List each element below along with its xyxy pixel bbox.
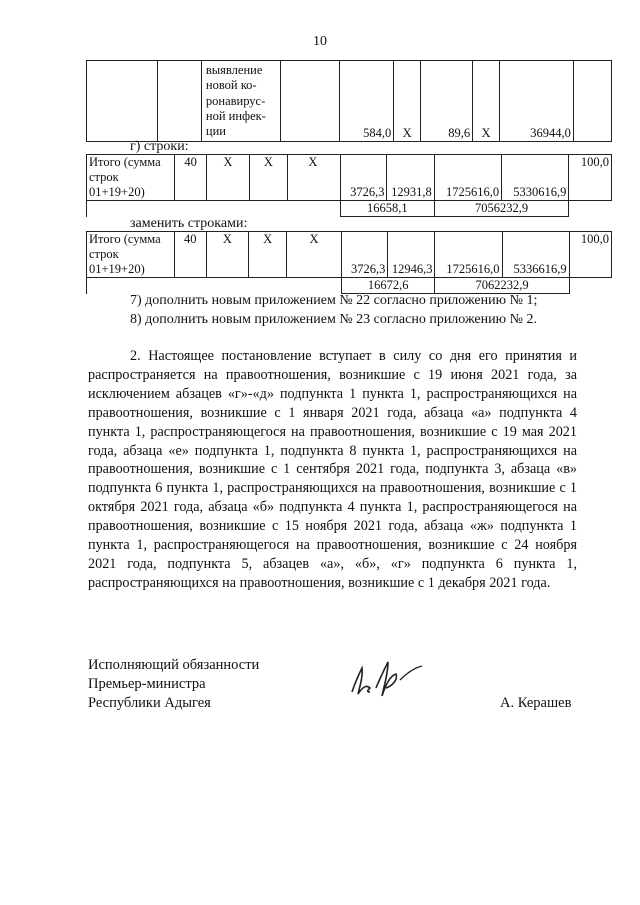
- signatory-line: Республики Адыгея: [88, 695, 211, 711]
- row-name: Итого (сумма строк 01+19+20): [87, 155, 175, 201]
- cell-value: 3726,3: [341, 232, 387, 278]
- row-description: выявление новой ко-ронавирус-ной инфек-ции: [201, 61, 280, 142]
- cell-value: 36944,0: [499, 61, 573, 142]
- row-code: 40: [175, 155, 207, 201]
- cell-value: 5336616,9: [502, 232, 569, 278]
- row-name: Итого (сумма строк 01+19+20): [87, 232, 175, 278]
- sum-cell: 7056232,9: [434, 201, 569, 217]
- signatory-title: [88, 656, 259, 713]
- row-code: 40: [174, 232, 206, 278]
- signatory-line: Исполняющий обязанности: [88, 657, 260, 673]
- page-number: 10: [313, 34, 327, 49]
- cell-value: 1725616,0: [435, 232, 502, 278]
- sum-cell: 16672,6: [341, 278, 435, 294]
- cell-value: 584,0: [339, 61, 393, 142]
- cell-x: X: [288, 155, 341, 201]
- cell-value: 100,0: [569, 232, 611, 278]
- sum-cell: 7062232,9: [435, 278, 569, 294]
- cell-value: 89,6: [420, 61, 472, 142]
- cell-x: X: [206, 232, 248, 278]
- cell-x: X: [473, 61, 500, 142]
- cell-value: 1725616,0: [434, 155, 501, 201]
- replace-label: заменить строками:: [130, 216, 248, 231]
- signatory-name: А. Керашев: [500, 695, 572, 711]
- item-7: 7) дополнить новым приложением № 22 согласно приложению № 1;: [130, 293, 538, 308]
- cell-x: X: [394, 61, 421, 142]
- handwritten-signature: [346, 654, 442, 702]
- cell-value: 100,0: [569, 155, 612, 201]
- cell-value: 12946,3: [388, 232, 435, 278]
- sum-cell: 16658,1: [340, 201, 434, 217]
- paragraph-2: 2. Настоящее постановление вступает в силу со дня его принятия и распространяется на правоотношения, возникшие с 19 июня 2021 года, за исключением абзацев «г»-«д» подпункта 1 пункта 1, распространяющихся на правоотношения, возникшие с 1 января 2021 года, абзаца «а» подпункта 4 пункта 1, распространяющегося на правоотношения, возникшие с 19 мая 2021 года, абзаца «е» подпункта 1, подпункта 8 пункта 1, распространяющихся на правоотношения, возникшие с 1 сентября 2021 года, подпункта 3, абзаца «в» подпункта 6 пункта 1, распространяющихся на правоотношения, возникшие с 1 октября 2021 года, абзаца «б» подпункта 4 пункта 1, распространяющегося на правоотношения, возникшие с 15 ноября 2021 года, абзаца «ж» подпункта 1 пункта 1, распространяющегося на правоотношения, возникшие с 24 ноября 2021 года, подпункта 5, абзацев «а», «б», «г» подпункта 6 пункта 1, распространяющихся на правоотношения, возникшие с 1 декабря 2021 года.: [88, 348, 577, 591]
- cell-value: 5330616,9: [502, 155, 569, 201]
- cell-x: X: [287, 232, 342, 278]
- cell-value: 12931,8: [387, 155, 434, 201]
- totals-table-old: [86, 154, 612, 217]
- item-8: 8) дополнить новым приложением № 23 согласно приложению № 2.: [130, 312, 537, 327]
- table-fragment-top: [86, 60, 612, 142]
- signatory-line: Премьер-министра: [88, 676, 206, 692]
- totals-table-new: [86, 231, 612, 294]
- cell-x: X: [249, 155, 287, 201]
- cell-x: X: [207, 155, 249, 201]
- cell-value: 3726,3: [340, 155, 387, 201]
- cell-x: X: [249, 232, 287, 278]
- section-label-g: г) строки:: [130, 139, 189, 154]
